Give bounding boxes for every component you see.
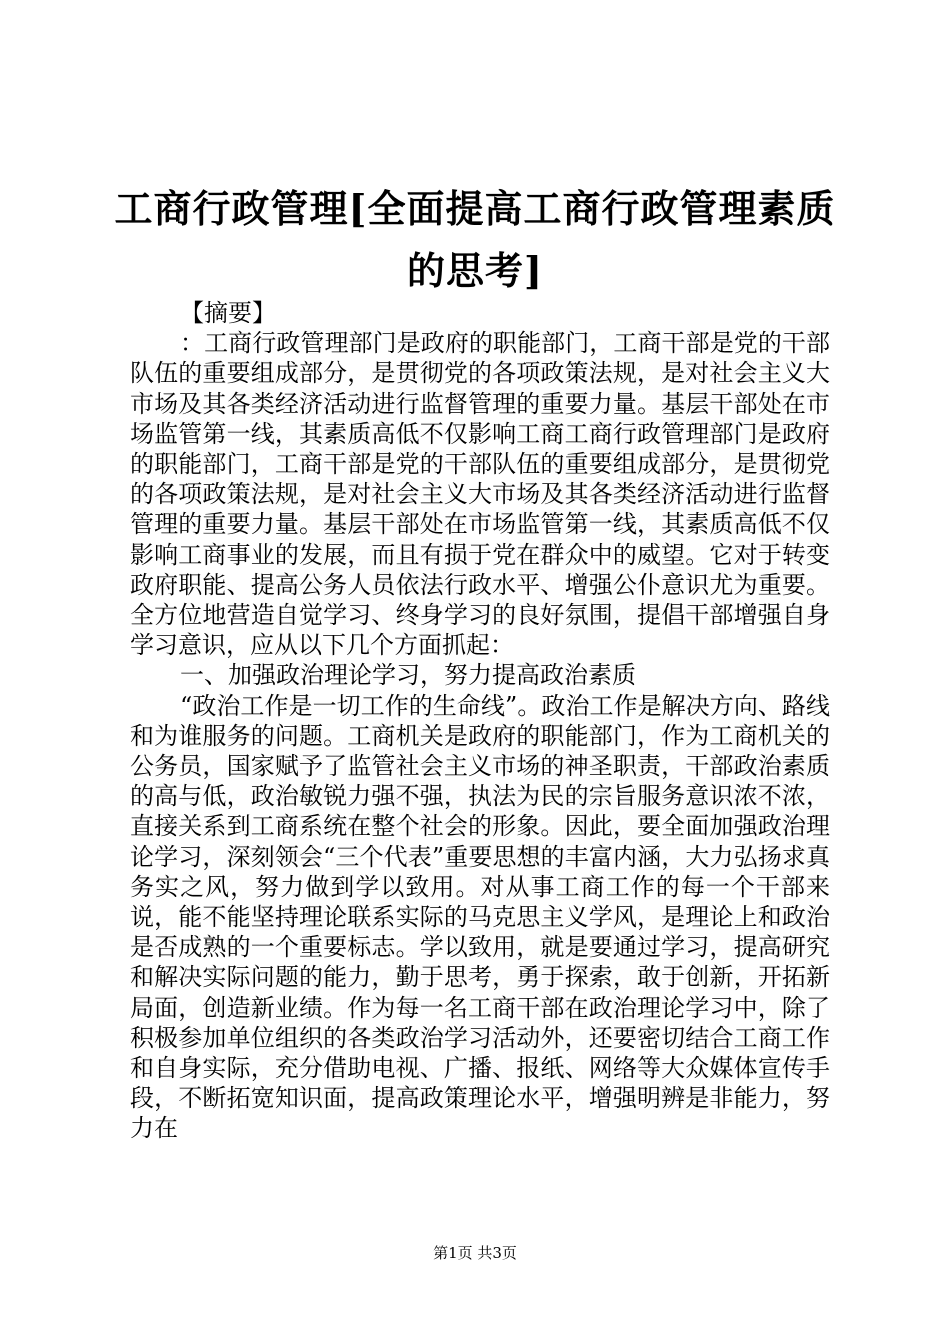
abstract-label: 【摘要】 bbox=[180, 299, 276, 327]
abstract-paragraph: ：工商行政管理部门是政府的职能部门，工商干部是党的干部队伍的重要组成部分，是贯彻党的各项政策法规，是对社会主义大市场及其各类经济活动进行监督管理的重要力量。基层干部处在市场监管第一线，其素质高低不仅影响工商工商行政管理部门是政府的职能部门，工商干部是党的干部队伍的重要组成部分，是贯彻党的各项政策法规，是对社会主义大市场及其各类经济活动进行监督管理的重要力量。基层干部处在市场监管第一线，其素质高低不仅影响工商事业的发展，而且有损于党在群众中的威望。它对于转变政府职能、提高公务人员依法行政水平、增强公仆意识尤为重要。全方位地营造自觉学习、终身学习的良好氛围，提倡干部增强自身学习意识，应从以下几个方面抓起： bbox=[130, 329, 830, 660]
document-title: 工商行政管理[全面提高工商行政管理素质的思考] bbox=[114, 186, 836, 293]
body-paragraph: “政治工作是一切工作的生命线”。政治工作是解决方向、路线和为谁服务的问题。工商机关是政府的职能部门，作为工商机关的公务员，国家赋予了监管社会主义市场的神圣职责，干部政治素质的高与低，政治敏锐力强不强，执法为民的宗旨服务意识浓不浓，直接关系到工商系统在整个社会的形象。因此，要全面加强政治理论学习，深刻领会“三个代表”重要思想的丰富内涵，大力弘扬求真务实之风，努力做到学以致用。对从事工商工作的每一个干部来说，能不能坚持理论联系实际的马克思主义学风，是理论上和政治是否成熟的一个重要标志。学以致用，就是要通过学习，提高研究和解决实际问题的能力，勤于思考，勇于探索，敢于创新，开拓新局面，创造新业绩。作为每一名工商干部在政治理论学习中，除了积极参加单位组织的各类政治学习活动外，还要密切结合工商工作和自身实际，充分借助电视、广播、报纸、网络等大众媒体宣传手段，不断拓宽知识面，提高政策理论水平，增强明辨是非能力，努力在 bbox=[130, 691, 830, 1143]
page-number-footer: 第1页 共3页 bbox=[433, 1244, 517, 1262]
section-heading: 一、加强政治理论学习，努力提高政治素质 bbox=[180, 661, 636, 690]
document-body bbox=[130, 298, 830, 1144]
